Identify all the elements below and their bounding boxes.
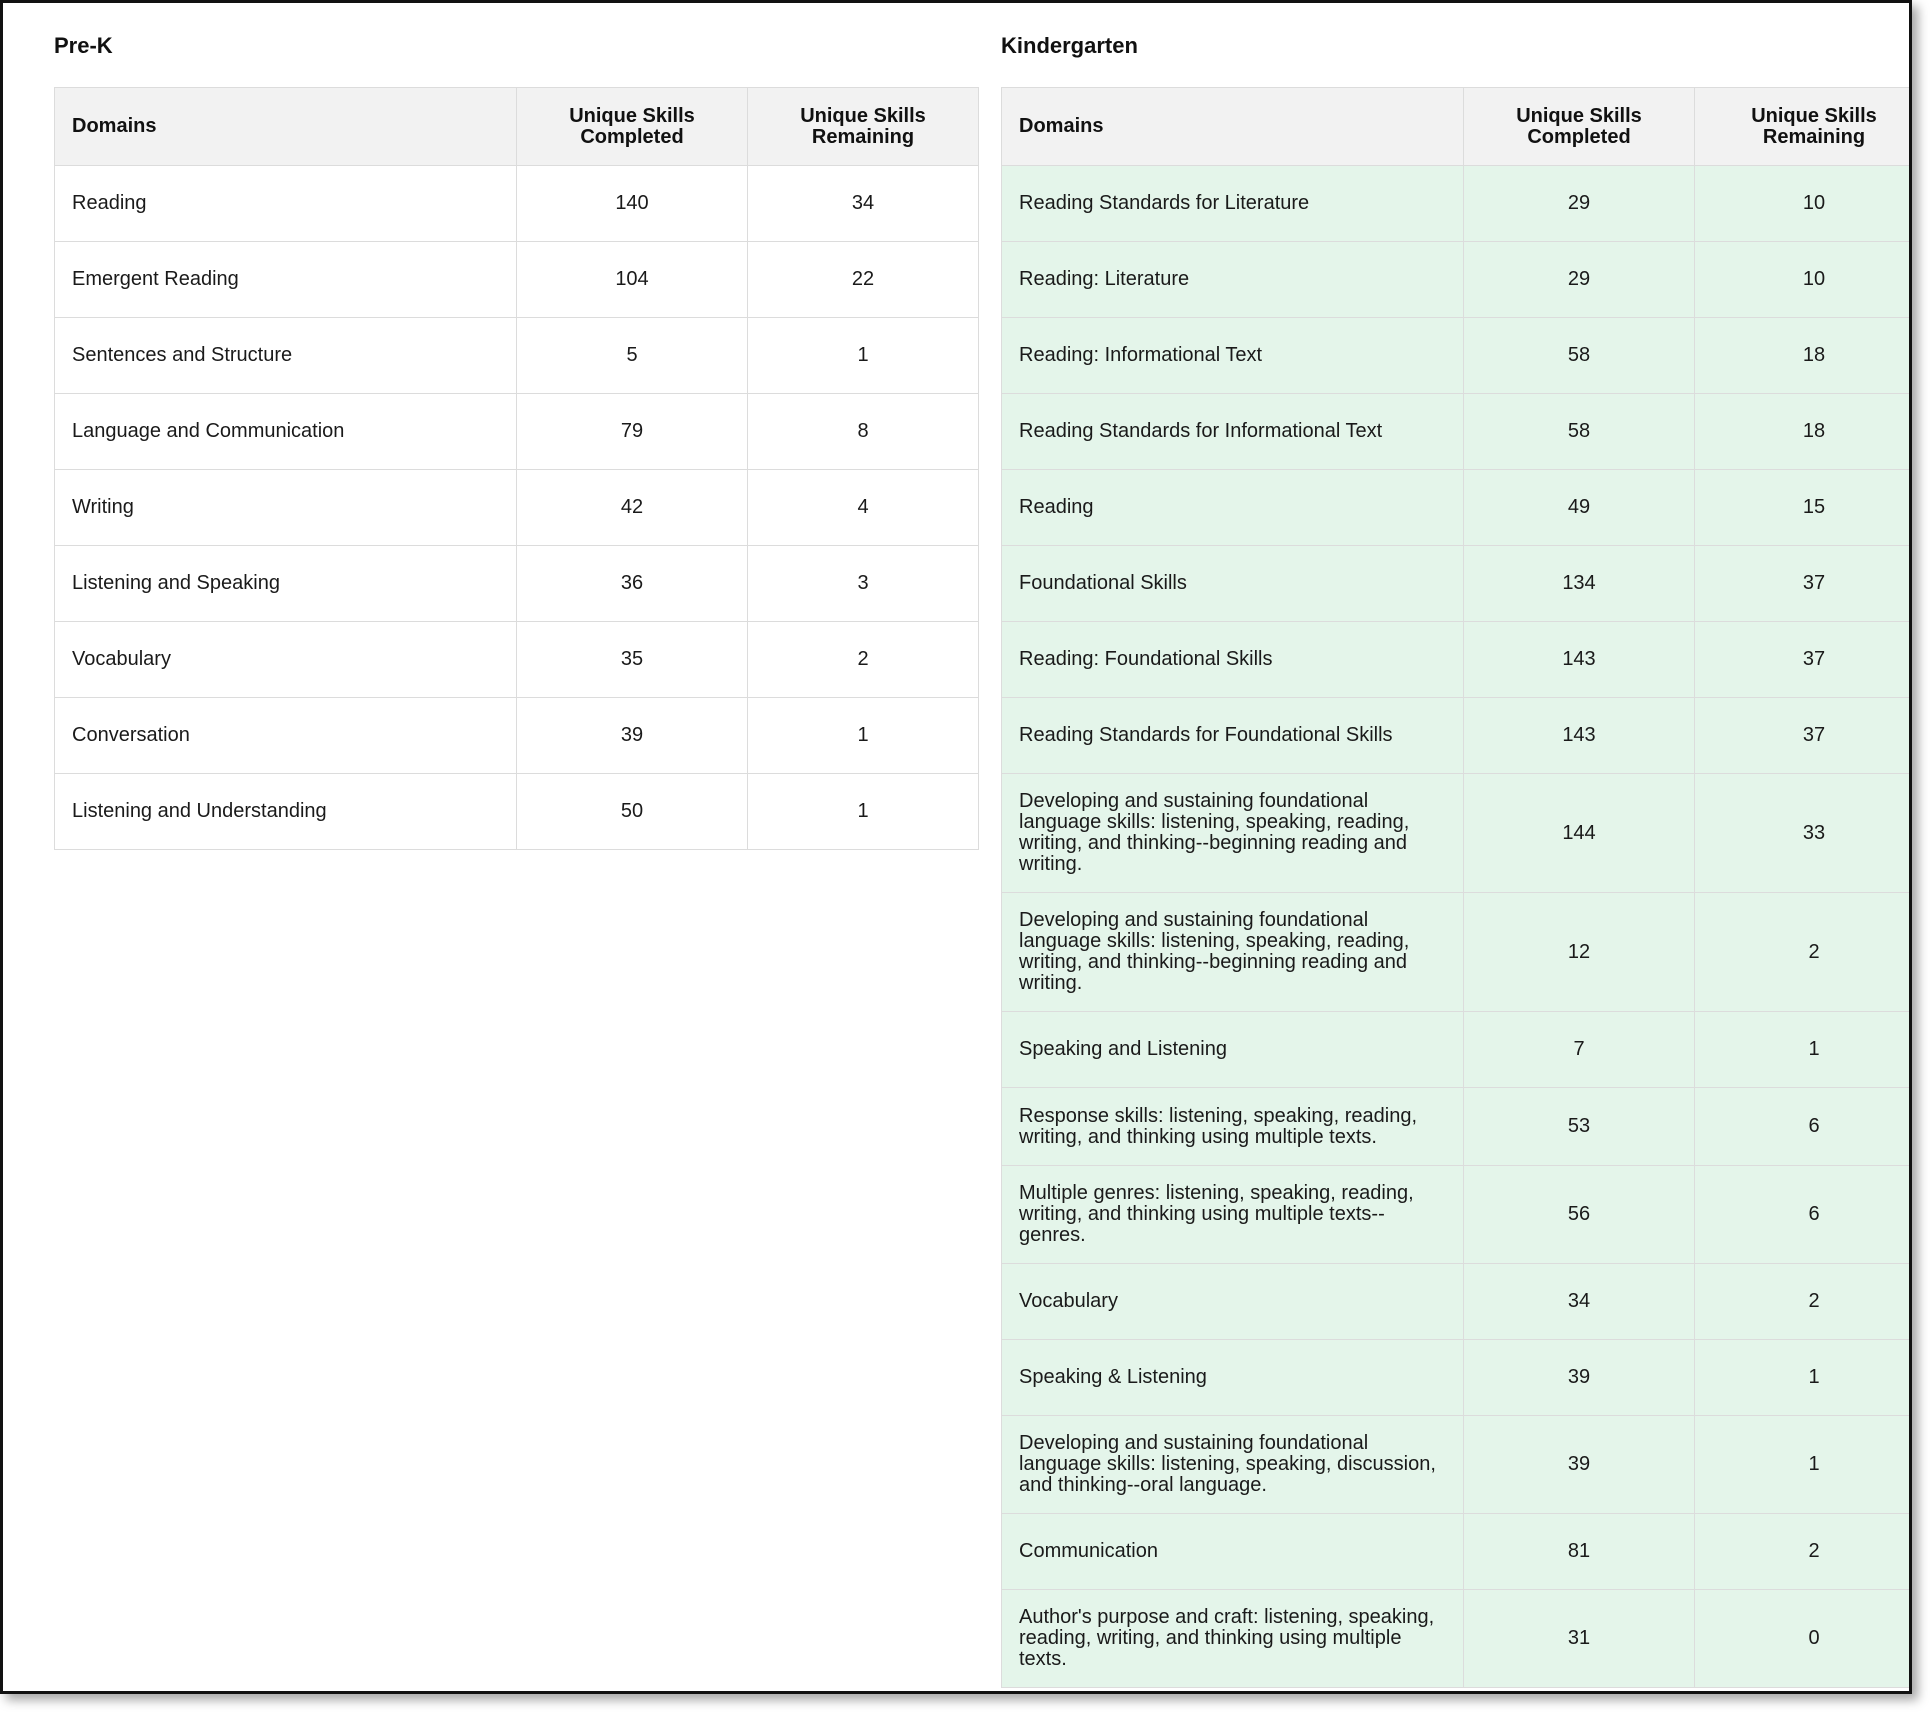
completed-cell: 143: [1464, 698, 1695, 774]
domain-cell: Foundational Skills: [1002, 546, 1464, 622]
domain-cell: Reading Standards for Foundational Skills: [1002, 698, 1464, 774]
prek-header-completed: Unique Skills Completed: [517, 88, 748, 166]
remaining-cell: 8: [748, 394, 979, 470]
completed-cell: 35: [517, 622, 748, 698]
remaining-cell: 6: [1695, 1088, 1913, 1166]
completed-cell: 42: [517, 470, 748, 546]
prek-header-domains: Domains: [55, 88, 517, 166]
table-row: [1002, 394, 1913, 470]
table-row: [1002, 546, 1913, 622]
domain-cell: Reading Standards for Informational Text: [1002, 394, 1464, 470]
table-row: [55, 774, 979, 850]
completed-cell: 39: [517, 698, 748, 774]
domain-cell: Speaking and Listening: [1002, 1012, 1464, 1088]
remaining-cell: 1: [748, 774, 979, 850]
domain-cell: Author's purpose and craft: listening, speaking, reading, writing, and thinking using multiple texts.: [1002, 1590, 1464, 1688]
remaining-cell: 15: [1695, 470, 1913, 546]
domain-cell: Developing and sustaining foundational language skills: listening, speaking, reading, writing, and thinking--beginning reading and writing.: [1002, 893, 1464, 1012]
completed-cell: 79: [517, 394, 748, 470]
remaining-cell: 37: [1695, 546, 1913, 622]
domain-cell: Emergent Reading: [55, 242, 517, 318]
domain-cell: Multiple genres: listening, speaking, reading, writing, and thinking using multiple texts--genres.: [1002, 1166, 1464, 1264]
prek-header-remaining: Unique Skills Remaining: [748, 88, 979, 166]
table-row: [1002, 1416, 1913, 1514]
kindergarten-header-domains: Domains: [1002, 88, 1464, 166]
kindergarten-header-completed: Unique Skills Completed: [1464, 88, 1695, 166]
domain-cell: Reading: [1002, 470, 1464, 546]
domain-cell: Vocabulary: [55, 622, 517, 698]
domain-cell: Vocabulary: [1002, 1264, 1464, 1340]
table-row: [55, 394, 979, 470]
completed-cell: 143: [1464, 622, 1695, 698]
completed-cell: 29: [1464, 166, 1695, 242]
completed-cell: 58: [1464, 394, 1695, 470]
domain-cell: Sentences and Structure: [55, 318, 517, 394]
table-row: [55, 698, 979, 774]
table-row: [1002, 1340, 1913, 1416]
completed-cell: 34: [1464, 1264, 1695, 1340]
remaining-cell: 10: [1695, 166, 1913, 242]
remaining-cell: 4: [748, 470, 979, 546]
remaining-cell: 2: [1695, 893, 1913, 1012]
completed-cell: 53: [1464, 1088, 1695, 1166]
completed-cell: 5: [517, 318, 748, 394]
completed-cell: 29: [1464, 242, 1695, 318]
domain-cell: Reading: Foundational Skills: [1002, 622, 1464, 698]
domain-cell: Listening and Understanding: [55, 774, 517, 850]
remaining-cell: 1: [1695, 1012, 1913, 1088]
domain-cell: Response skills: listening, speaking, reading, writing, and thinking using multiple texts.: [1002, 1088, 1464, 1166]
kindergarten-header-remaining: Unique Skills Remaining: [1695, 88, 1913, 166]
domain-cell: Reading Standards for Literature: [1002, 166, 1464, 242]
table-row: [1002, 1166, 1913, 1264]
table-row: [1002, 893, 1913, 1012]
table-row: [55, 622, 979, 698]
table-row: [1002, 774, 1913, 893]
completed-cell: 39: [1464, 1416, 1695, 1514]
remaining-cell: 1: [748, 698, 979, 774]
prek-table: [54, 87, 979, 850]
domain-cell: Language and Communication: [55, 394, 517, 470]
remaining-cell: 3: [748, 546, 979, 622]
remaining-cell: 37: [1695, 698, 1913, 774]
completed-cell: 58: [1464, 318, 1695, 394]
remaining-cell: 1: [1695, 1340, 1913, 1416]
table-row: [1002, 470, 1913, 546]
domain-cell: Listening and Speaking: [55, 546, 517, 622]
table-row: [55, 546, 979, 622]
domain-cell: Conversation: [55, 698, 517, 774]
remaining-cell: 34: [748, 166, 979, 242]
domain-cell: Reading: [55, 166, 517, 242]
remaining-cell: 2: [1695, 1514, 1913, 1590]
table-row: [55, 242, 979, 318]
table-row: [55, 166, 979, 242]
table-row: [1002, 1264, 1913, 1340]
remaining-cell: 1: [1695, 1416, 1913, 1514]
completed-cell: 144: [1464, 774, 1695, 893]
remaining-cell: 6: [1695, 1166, 1913, 1264]
completed-cell: 50: [517, 774, 748, 850]
remaining-cell: 0: [1695, 1590, 1913, 1688]
completed-cell: 104: [517, 242, 748, 318]
kindergarten-title: Kindergarten: [1001, 33, 1138, 58]
kindergarten-header-row: [1002, 88, 1913, 166]
remaining-cell: 33: [1695, 774, 1913, 893]
domain-cell: Developing and sustaining foundational language skills: listening, speaking, discussion, and thinking--oral language.: [1002, 1416, 1464, 1514]
completed-cell: 56: [1464, 1166, 1695, 1264]
remaining-cell: 22: [748, 242, 979, 318]
domain-cell: Reading: Literature: [1002, 242, 1464, 318]
prek-header-row: [55, 88, 979, 166]
table-row: [1002, 318, 1913, 394]
remaining-cell: 18: [1695, 394, 1913, 470]
table-row: [55, 318, 979, 394]
domain-cell: Reading: Informational Text: [1002, 318, 1464, 394]
completed-cell: 12: [1464, 893, 1695, 1012]
table-row: [1002, 166, 1913, 242]
table-row: [1002, 1514, 1913, 1590]
completed-cell: 140: [517, 166, 748, 242]
remaining-cell: 1: [748, 318, 979, 394]
completed-cell: 81: [1464, 1514, 1695, 1590]
domain-cell: Communication: [1002, 1514, 1464, 1590]
completed-cell: 36: [517, 546, 748, 622]
domain-cell: Developing and sustaining foundational language skills: listening, speaking, reading, writing, and thinking--beginning reading and writing.: [1002, 774, 1464, 893]
remaining-cell: 2: [748, 622, 979, 698]
prek-title: Pre-K: [54, 33, 113, 58]
remaining-cell: 10: [1695, 242, 1913, 318]
completed-cell: 31: [1464, 1590, 1695, 1688]
domain-cell: Writing: [55, 470, 517, 546]
table-row: [1002, 622, 1913, 698]
completed-cell: 39: [1464, 1340, 1695, 1416]
table-row: [1002, 1088, 1913, 1166]
table-row: [1002, 698, 1913, 774]
domain-cell: Speaking & Listening: [1002, 1340, 1464, 1416]
completed-cell: 49: [1464, 470, 1695, 546]
kindergarten-table: [1001, 87, 1912, 1688]
remaining-cell: 18: [1695, 318, 1913, 394]
remaining-cell: 2: [1695, 1264, 1913, 1340]
completed-cell: 7: [1464, 1012, 1695, 1088]
table-row: [1002, 1012, 1913, 1088]
table-row: [55, 470, 979, 546]
completed-cell: 134: [1464, 546, 1695, 622]
table-row: [1002, 242, 1913, 318]
remaining-cell: 37: [1695, 622, 1913, 698]
table-row: [1002, 1590, 1913, 1688]
